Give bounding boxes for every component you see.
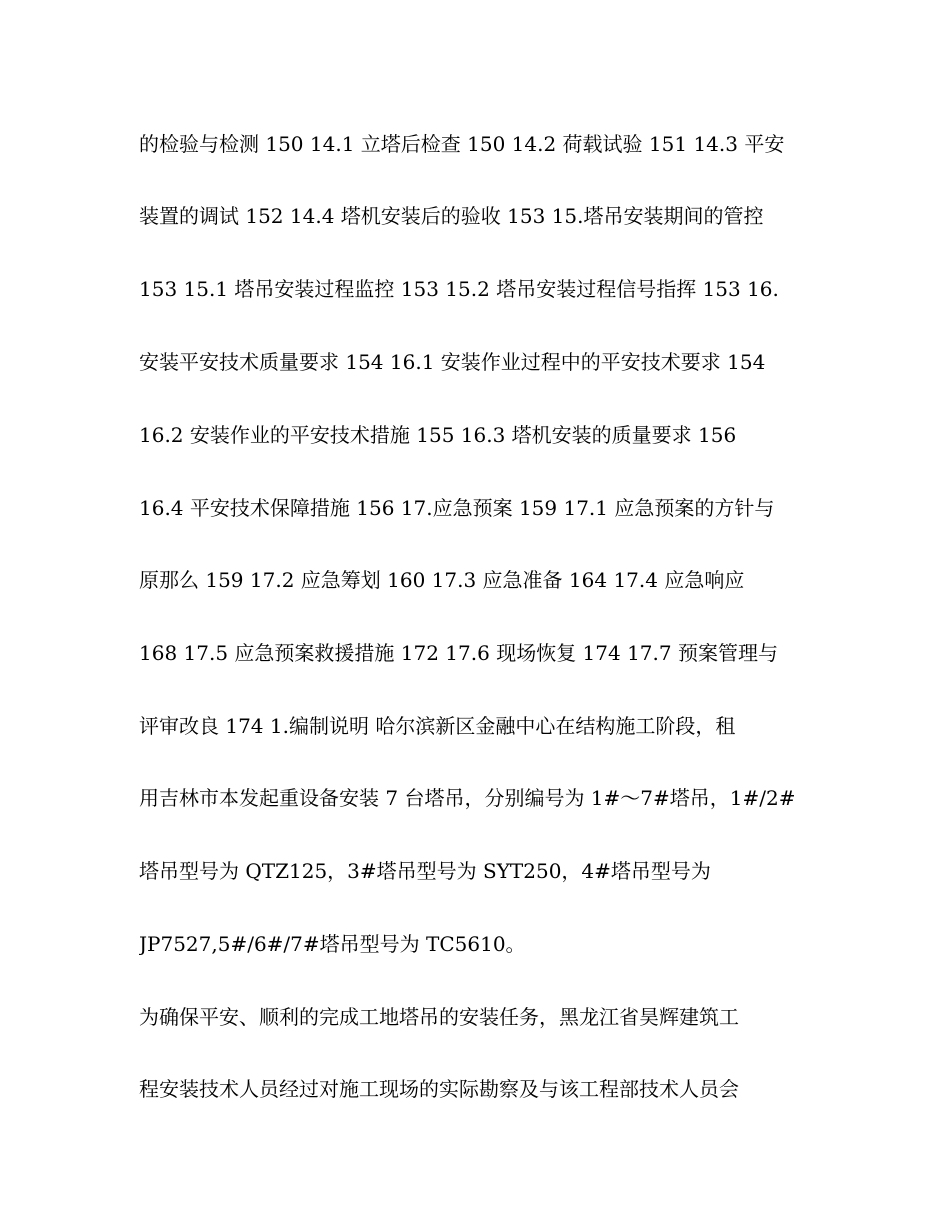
text-line-13: 为确保平安、顺利的完成工地塔吊的安装任务，黑龙江省昊辉建筑工 [139,1005,739,1029]
text-line-1: 的检验与检测 150 14.1 立塔后检查 150 14.2 荷载试验 151 14.3 平安 [139,132,785,156]
text-line-11: 塔吊型号为 QTZ125，3#塔吊型号为 SYT250，4#塔吊型号为 [139,859,711,883]
text-line-9: 评审改良 174 1.编制说明 哈尔滨新区金融中心在结构施工阶段，租 [139,714,736,738]
text-line-6: 16.4 平安技术保障措施 156 17.应急预案 159 17.1 应急预案的方针与 [139,496,775,520]
text-line-12: JP7527,5#/6#/7#塔吊型号为 TC5610。 [139,932,526,956]
text-line-14: 程安装技术人员经过对施工现场的实际勘察及与该工程部技术人员会 [139,1077,739,1101]
text-line-5: 16.2 安装作业的平安技术措施 155 16.3 塔机安装的质量要求 156 [139,423,737,447]
text-line-7: 原那么 159 17.2 应急筹划 160 17.3 应急准备 164 17.4 应急响应 [139,568,745,592]
text-line-3: 153 15.1 塔吊安装过程监控 153 15.2 塔吊安装过程信号指挥 153 16. [139,277,779,301]
text-line-10: 用吉林市本发起重设备安装 7 台塔吊，分别编号为 1#～7#塔吊，1#/2# [139,786,796,810]
text-line-8: 168 17.5 应急预案救援措施 172 17.6 现场恢复 174 17.7 预案管理与 [139,641,778,665]
text-line-4: 安装平安技术质量要求 154 16.1 安装作业过程中的平安技术要求 154 [139,350,766,374]
text-line-2: 装置的调试 152 14.4 塔机安装后的验收 153 15.塔吊安装期间的管控 [139,204,764,228]
